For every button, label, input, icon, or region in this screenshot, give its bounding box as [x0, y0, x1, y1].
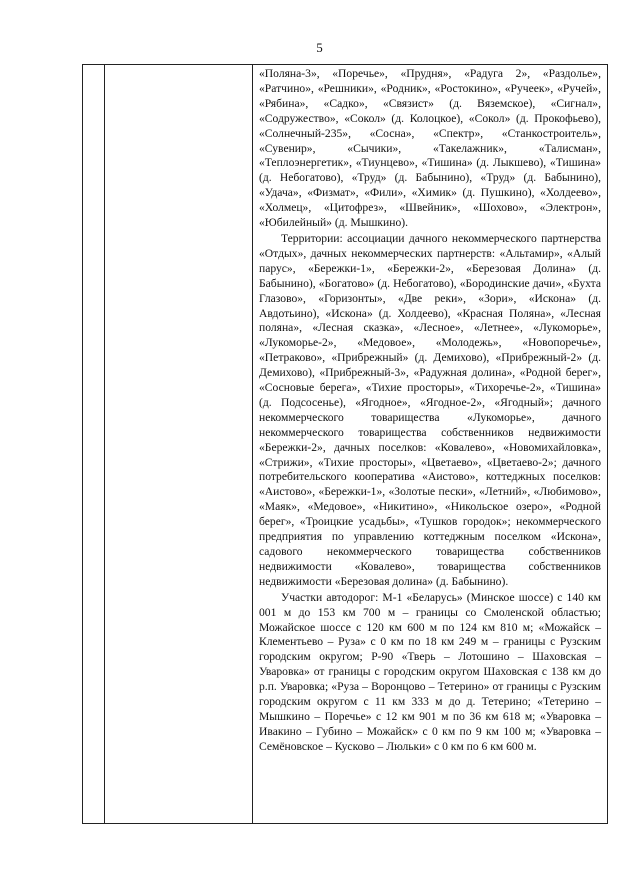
table-column-number [83, 65, 105, 823]
table-column-content [253, 65, 607, 823]
paragraph-snt-list: «Поляна-3», «Поречье», «Прудня», «Радуга 2», «Раздолье», «Ратчино», «Решники», «Родник», «Ростокино», «Ручеек», «Ручей», «Рябина», «Садко», «Связист» (д. Вяземское), «Сигнал», «Содружество», «Сокол» (д. Колоцкое), «Сокол» (д. Прокофьево), «Солнечный-235», «Сосна», «Спектр», «Станкостроитель», «Сувенир», «Сычики», «Такелажник», «Талисман», «Теплоэнергетик», «Тиунцево», «Тишина» (д. Лыкшево), «Тишина» (д. Небогатово), «Труд» (д. Бабынино), «Труд» (д. Бабынино), «Удача», «Физмат», «Фили», «Химик» (д. Пушкино), «Холдеево», «Холмец», «Цитофрез», «Швейник», «Шохово», «Электрон», «Юбилейный» (д. Мышкино). [259, 67, 601, 230]
document-table [82, 64, 608, 824]
table-column-name [105, 65, 253, 823]
paragraph-road-sections: Участки автодорог: М-1 «Беларусь» (Минское шоссе) с 140 км 001 м до 153 км 700 м – границы со Смоленской областью; Можайское шоссе с 120 км 600 м по 124 км 810 м; «Можайск – Клементьево – Руза» с 0 км по 18 км 249 м – границы с Рузским городским округом; Р-90 «Тверь – Лотошино – Шаховская – Уваровка» от границы с городским округом Шаховская с 138 км до р.п. Уваровка; «Руза – Воронцово – Тетерино» от границы с Рузским городским округом с 11 км 333 м до д. Тетерино; «Тетерино – Мышкино – Поречье» с 12 км 901 м по 36 км 618 м; «Уваровка – Ивакино – Губино – Можайск» с 0 км по 9 км 100 м; «Уваровка – Семёновское – Кусково – Люльки» с 0 км по 6 км 600 м. [259, 590, 601, 753]
paragraph-territories: Территории: ассоциации дачного некоммерческого партнерства «Отдых», дачных некоммерческих партнерств: «Альтамир», «Алый парус», «Бережки-1», «Бережки-2», «Березовая Долина» (д. Бабынино), «Богатово» (д. Небогатово), «Бородинские дачи», «Бухта Глазово», «Горизонты», «Две реки», «Зори», «Искона» (д. Авдотьино), «Искона» (д. Холдеево), «Красная Поляна», «Лесная поляна», «Лесная сказка», «Лесное», «Летнее», «Лукоморье», «Лукоморье-2», «Медовое», «Молодежь», «Новопоречье», «Петраково», «Прибрежный» (д. Демихово), «Прибрежный-2» (д. Демихово), «Прибрежный-3», «Радужная долина», «Родной берег», «Сосновые берега», «Тихие просторы», «Тихоречье-2», «Тишина» (д. Подсосенье), «Ягодное», «Ягодное-2», «Ягодный»; дачного некоммерческого товарищества «Лукоморье», дачного некоммерческого товарищества собственников недвижимости «Бережки-2», дачных поселков: «Ковалево», «Новомихайловка», «Стрижи», «Тихие просторы», «Цветаево», «Цветаево-2»; дачного потребительского кооператива «Аистово», коттеджных поселков: «Аистово», «Бережки-1», «Золотые пески», «Летний», «Любимово», «Маяк», «Медовое», «Никитино», «Никольское озеро», «Родной берег», «Троицкие усадьбы», «Тушков городок»; некоммерческого предприятия по управлению коттеджным поселком «Искона», садового некоммерческого товарищества собственников недвижимости «Ковалево», товарищества собственников недвижимости «Березовая долина» (д. Бабынино). [259, 231, 601, 588]
page-number: 5 [316, 40, 323, 55]
